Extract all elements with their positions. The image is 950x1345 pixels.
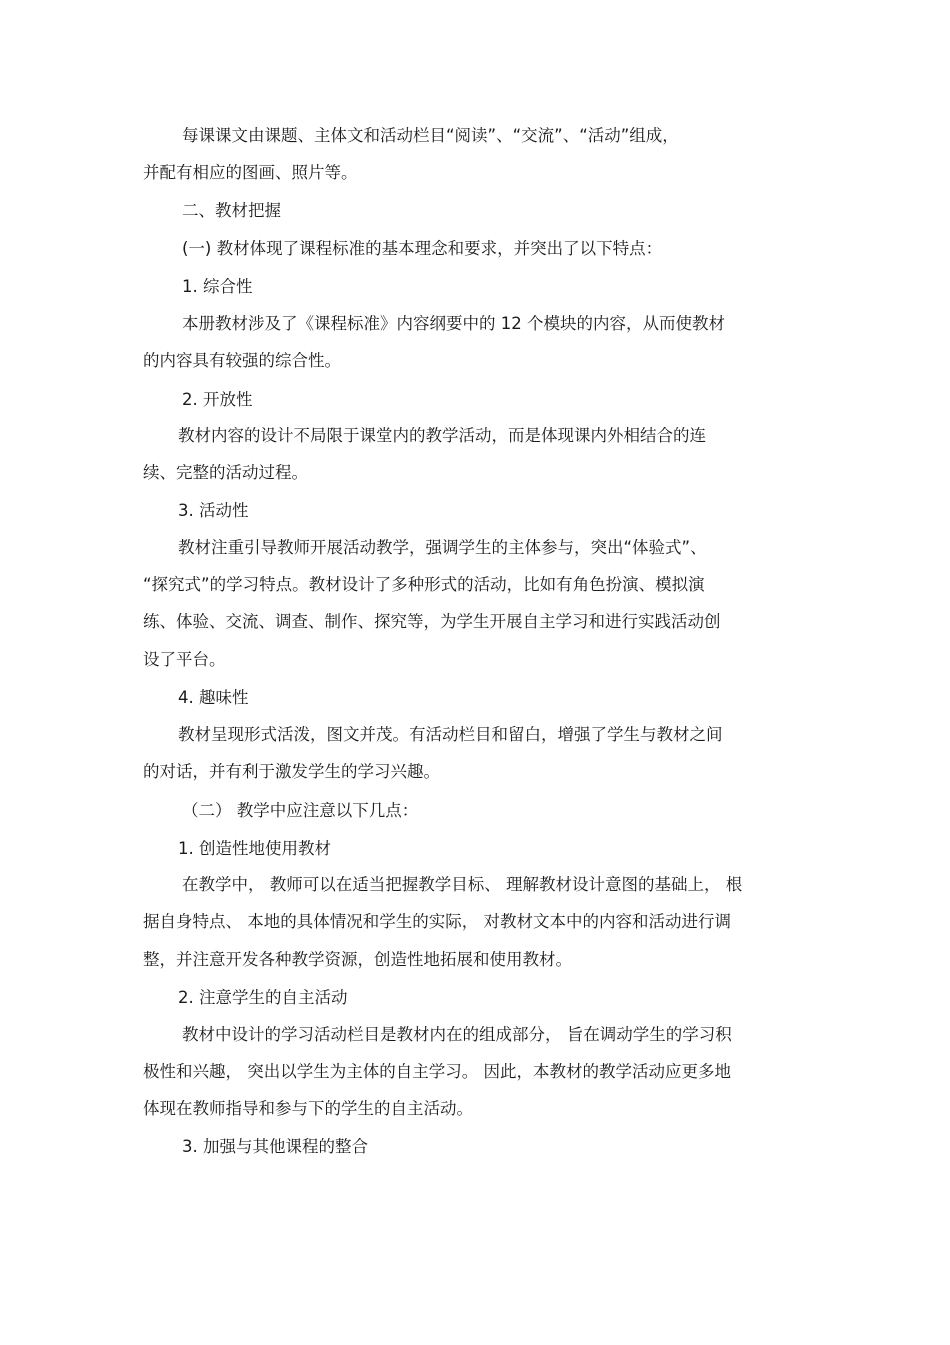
item-heading: 1. 创造性地使用教材 <box>178 839 331 858</box>
paragraph-line: 本册教材涉及了《课程标准》内容纲要中的 12 个模块的内容，从而使教材 <box>182 314 725 333</box>
subsection-heading: (一) 教材体现了课程标准的基本理念和要求，并突出了以下特点： <box>182 239 663 258</box>
paragraph-line: 体现在教师指导和参与下的学生的自主活动。 <box>143 1099 473 1118</box>
paragraph-line: 教材呈现形式活泼，图文并茂。有活动栏目和留白，增强了学生与教材之间 <box>178 725 723 744</box>
paragraph-line: 的对话，并有利于激发学生的学习兴趣。 <box>143 762 440 781</box>
paragraph-line: 设了平台。 <box>143 650 226 669</box>
item-heading: 2. 注意学生的自主活动 <box>178 988 348 1007</box>
subsection-heading: （二） 教学中应注意以下几点： <box>182 801 419 820</box>
item-heading: 3. 活动性 <box>178 501 249 520</box>
paragraph-line: “探究式”的学习特点。教材设计了多种形式的活动，比如有角色扮演、模拟演 <box>143 575 705 594</box>
paragraph-line: 整，并注意开发各种教学资源，创造性地拓展和使用教材。 <box>143 950 572 969</box>
paragraph-line: 续、完整的活动过程。 <box>143 463 308 482</box>
paragraph-line: 极性和兴趣， 突出以学生为主体的自主学习。 因此，本教材的教学活动应更多地 <box>143 1062 731 1081</box>
paragraph-line: 教材内容的设计不局限于课堂内的教学活动，而是体现课内外相结合的连 <box>178 426 706 445</box>
paragraph-line: 教材中设计的学习活动栏目是教材内在的组成部分， 旨在调动学生的学习积 <box>182 1025 732 1044</box>
paragraph-line: 的内容具有较强的综合性。 <box>143 351 341 370</box>
paragraph-line: 教材注重引导教师开展活动教学，强调学生的主体参与，突出“体验式”、 <box>178 538 707 557</box>
item-heading: 2. 开放性 <box>182 390 253 409</box>
item-heading: 3. 加强与其他课程的整合 <box>182 1137 368 1156</box>
paragraph-line: 在教学中， 教师可以在适当把握教学目标、 理解教材设计意图的基础上， 根 <box>182 875 743 894</box>
item-heading: 4. 趣味性 <box>178 688 249 707</box>
paragraph-line: 据自身特点、 本地的具体情况和学生的实际， 对教材文本中的内容和活动进行调 <box>143 912 731 931</box>
item-heading: 1. 综合性 <box>182 277 253 296</box>
section-heading: 二、教材把握 <box>182 201 281 220</box>
paragraph-line: 练、体验、交流、调查、制作、探究等，为学生开展自主学习和进行实践活动创 <box>143 612 721 631</box>
paragraph-line: 并配有相应的图画、照片等。 <box>143 163 358 182</box>
paragraph-line: 每课课文由课题、主体文和活动栏目“阅读”、“交流”、“活动”组成， <box>182 126 679 145</box>
